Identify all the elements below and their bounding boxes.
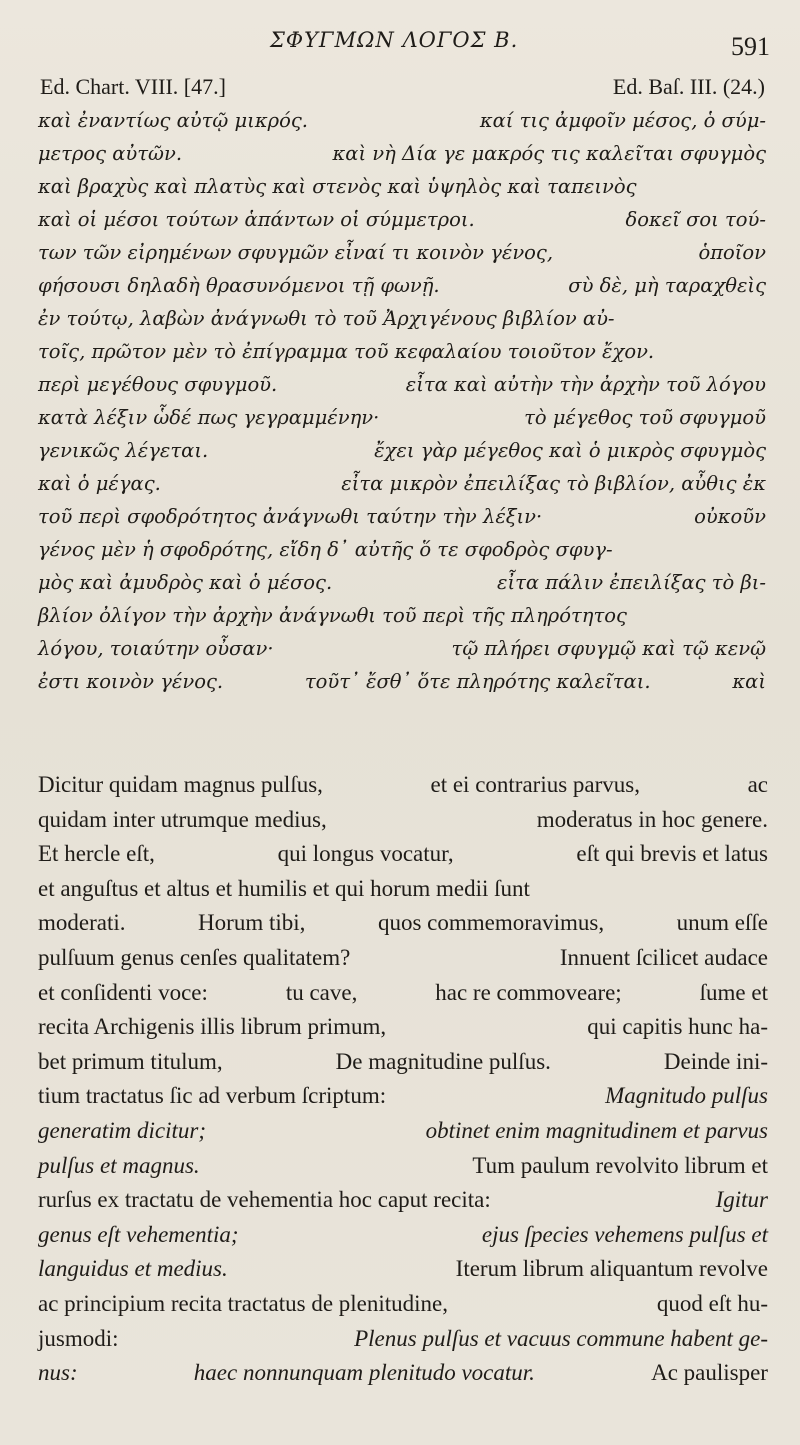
text-line [38,632,766,665]
text-segment: ac [747,772,768,797]
text-segment: quidam inter utrumque medius, [38,806,327,832]
text-segment: καὶ βραχὺς καὶ πλατὺς καὶ στενὸς καὶ ὑψηλὸς καὶ ταπεινὸς [38,175,637,198]
text-line [38,1010,768,1045]
running-title: ΣΦΥΓΜΩΝ ΛΟΓΟΣ Β. [270,28,519,52]
text-segment: Dicitur quidam magnus pulſus, [38,772,323,797]
text-segment: moderati. [38,910,126,936]
text-line [38,1114,768,1149]
text-line [38,837,768,872]
text-line [38,803,768,838]
text-segment: φήσουσι δηλαδὴ θρασυνόμενοι τῇ φωνῇ. [38,274,440,297]
text-segment: εἶτα καὶ αὐτὴν τὴν ἀρχὴν τοῦ λόγου [405,373,766,396]
text-segment: Horum tibi, [198,910,306,936]
text-segment: Et hercle eſt, [38,841,155,867]
page-number: 591 [731,32,770,61]
text-segment: τοῦ περὶ σφοδρότητος ἀνάγνωθι ταύτην τὴν λέξιν· [38,505,543,528]
text-segment: περὶ μεγέθους σφυγμοῦ. [38,373,278,396]
text-segment: μὸς καὶ ἀμυδρὸς καὶ ὁ μέσος. [38,571,333,594]
text-segment: δοκεῖ σοι τού- [625,208,766,231]
text-line [38,434,766,467]
text-segment: Innuent ſcilicet audace [559,944,768,970]
text-line [38,941,768,976]
text-segment: haec nonnunquam plenitudo vocatur. [193,1360,535,1386]
text-line [38,269,766,302]
text-segment: καὶ ὁ μέγας. [38,472,161,495]
text-segment: καὶ οἱ μέσοι τούτων ἁπάντων οἱ σύμμετροι. [38,208,475,231]
text-segment: rurſus ex tractatu de vehementia hoc caput recita: [38,1187,491,1213]
text-segment: καὶ νὴ Δία γε μακρός τις καλεῖται σφυγμὸς [332,142,766,165]
text-line [38,566,766,599]
text-segment: De magnitudine pulſus. [335,1048,551,1074]
text-line [38,137,766,170]
text-segment: moderatus in hoc genere. [536,806,768,832]
latin-translation-block [38,768,768,1391]
text-segment: κατὰ λέξιν ὧδέ πως γεγραμμένην· [38,406,380,429]
text-segment: καί τις ἀμφοῖν μέσος, ὁ σύμ- [479,109,766,132]
text-line [38,1183,768,1218]
text-segment: ἐστι κοινὸν γένος. [38,670,224,693]
text-line [38,401,766,434]
text-segment: hac re commoveare; [435,979,622,1005]
text-segment: τοῖς, πρῶτον μὲν τὸ ἐπίγραμμα τοῦ κεφαλαίου τοιοῦτον ἔχον. [38,340,655,363]
text-line [38,665,766,698]
text-line [38,533,766,566]
text-segment: Igitur [715,1187,768,1213]
text-line [38,368,766,401]
text-segment: Plenus pulſus et vacuus commune habent ge- [354,1325,768,1351]
text-segment: ac principium recita tractatus de plenitudine, [38,1290,449,1316]
text-line [38,203,766,236]
text-segment: γενικῶς λέγεται. [38,439,209,462]
text-segment: jusmodi: [38,1325,119,1351]
text-segment: et ei contrarius parvus, [430,772,640,797]
edition-reference-chartier: Ed. Chart. VIII. [47.] [40,74,226,99]
text-line [38,500,766,533]
text-segment: bet primum titulum, [38,1048,223,1074]
text-line [38,467,766,500]
text-line [38,1322,768,1357]
text-segment: μετρος αὐτῶν. [38,142,183,165]
edition-references [40,74,765,102]
text-line [38,1287,768,1322]
text-segment: nus: [38,1360,78,1386]
text-segment: τῷ πλήρει σφυγμῷ καὶ τῷ κενῷ [451,637,766,660]
text-segment: βλίον ὀλίγον τὴν ἀρχὴν ἀνάγνωθι τοῦ περὶ τῆς πληρότητος [38,604,627,627]
text-line [38,104,766,137]
text-segment: Ac paulisper [651,1360,768,1386]
page-header [0,28,800,61]
text-line [38,768,768,803]
text-segment: των τῶν εἰρημένων σφυγμῶν εἶναί τι κοινὸν γένος, [38,241,554,264]
text-segment: pulſus et magnus. [38,1152,200,1178]
text-segment: γένος μὲν ἡ σφοδρότης, εἴδη δ᾽ αὐτῆς ὅ τε σφοδρὸς σφυγ- [38,538,613,561]
text-segment: Tum paulum revolvito librum et [472,1152,768,1178]
text-segment: λόγου, τοιαύτην οὖσαν· [38,637,274,660]
text-line [38,976,768,1011]
text-segment: et conſidenti voce: [38,979,208,1005]
text-segment: Magnitudo pulſus [605,1083,768,1109]
text-line [38,906,768,941]
text-segment: Deinde ini- [663,1048,768,1074]
text-segment: eſt qui brevis et latus [576,841,768,867]
text-segment: et anguſtus et altus et humilis et qui horum medii ſunt [38,875,530,901]
text-segment: ἐν τούτῳ, λαβὼν ἀνάγνωθι τὸ τοῦ Ἀρχιγένους βιβλίον αὐ- [38,307,615,330]
text-line [38,1079,768,1114]
text-segment: qui capitis hunc ha- [587,1014,768,1040]
text-segment: ὁποῖον [698,241,766,264]
text-segment: tu cave, [285,979,358,1005]
text-segment: recita Archigenis illis librum primum, [38,1014,387,1040]
text-segment: generatim dicitur; [38,1117,206,1143]
text-line [38,1252,768,1287]
text-segment: Iterum librum aliquantum revolve [455,1256,768,1282]
text-segment: qui longus vocatur, [277,841,454,867]
text-segment: εἶτα πάλιν ἐπειλίξας τὸ βι- [497,571,766,594]
text-segment: tium tractatus ſic ad verbum ſcriptum: [38,1083,387,1109]
text-line [38,1218,768,1253]
text-segment: τοῦτ᾽ ἔσθ᾽ ὅτε πληρότης καλεῖται. [304,670,651,693]
text-line [38,599,766,632]
text-segment: languidus et medius. [38,1256,228,1282]
edition-reference-basel: Ed. Baſ. III. (24.) [612,74,765,99]
text-segment: obtinet enim magnitudinem et parvus [425,1117,768,1143]
text-segment: οὐκοῦν [694,505,766,528]
greek-text-block [38,104,766,698]
text-line [38,1045,768,1080]
text-segment: καὶ [732,670,766,693]
text-line [38,335,766,368]
text-line [38,1149,768,1184]
text-segment: quod eſt hu- [656,1290,768,1316]
text-segment: εἶτα μικρὸν ἐπειλίξας τὸ βιβλίον, αὖθις ἐκ [341,472,766,495]
text-segment: unum eſſe [676,910,768,936]
text-segment: genus eſt vehementia; [38,1221,239,1247]
text-line [38,1356,768,1391]
text-line [38,872,768,907]
text-segment: pulſuum genus cenſes qualitatem? [38,944,351,970]
text-segment: καὶ ἐναντίως αὐτῷ μικρός. [38,109,308,132]
text-line [38,302,766,335]
text-segment: quos commemoravimus, [377,910,605,936]
text-segment: τὸ μέγεθος τοῦ σφυγμοῦ [524,406,766,429]
text-line [38,170,766,203]
text-line [38,236,766,269]
text-segment: ejus ſpecies vehemens pulſus et [481,1221,768,1247]
text-segment: ἔχει γὰρ μέγεθος καὶ ὁ μικρὸς σφυγμὸς [374,439,766,462]
text-segment: ſume et [699,979,768,1005]
text-segment: σὺ δὲ, μὴ ταραχθεὶς [568,274,766,297]
